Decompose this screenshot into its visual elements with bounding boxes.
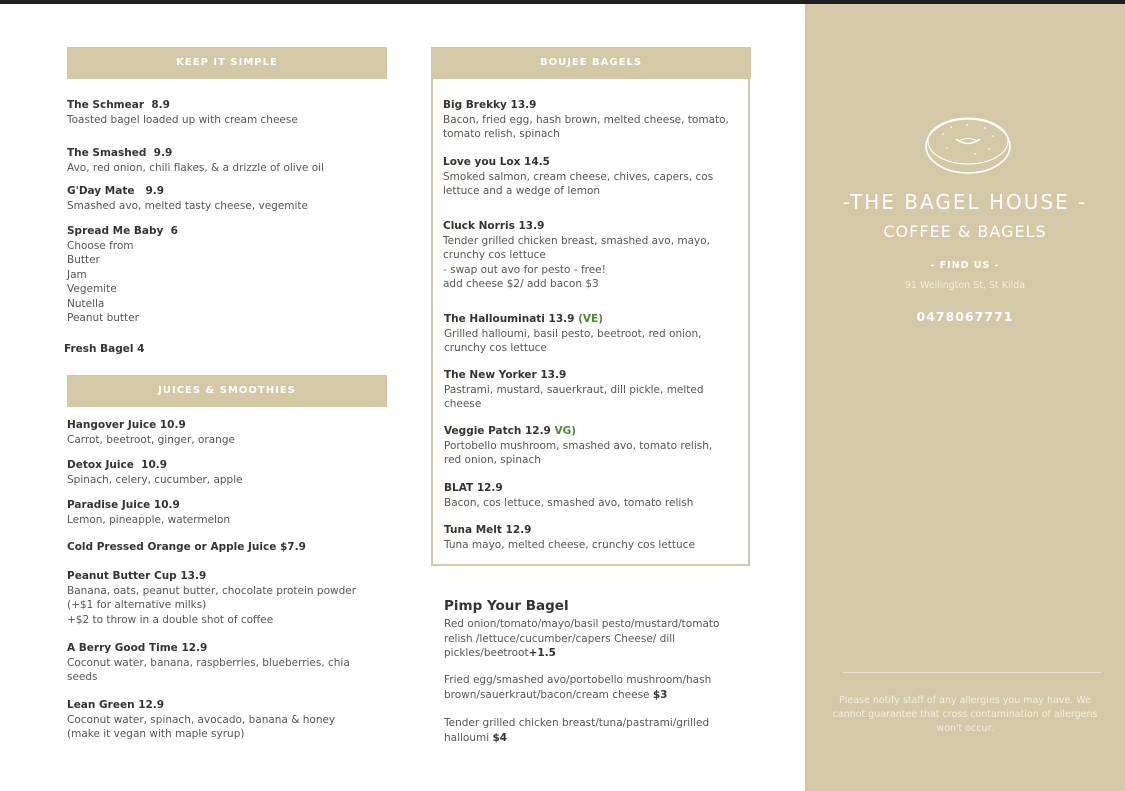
item-name: Hangover Juice 10.9 xyxy=(67,419,186,431)
item-desc: Choose from Butter Jam Vegemite Nutella Peanut butter xyxy=(67,239,139,324)
menu-item-berry-good-time xyxy=(67,641,350,685)
phone-number: 0478067771 xyxy=(916,309,1014,324)
option-price: $3 xyxy=(652,688,668,701)
find-us-heading: - FIND US - xyxy=(930,260,1000,271)
item-name: G'Day Mate 9.9 xyxy=(67,185,165,197)
item-name: The Schmear 8.9 xyxy=(67,99,170,111)
item-desc: Coconut water, spinach, avocado, banana & honey (make it vegan with maple syrup) xyxy=(67,713,336,740)
brand-title: -THE BAGEL HOUSE - xyxy=(842,190,1088,214)
item-name: The New Yorker 13.9 xyxy=(444,369,567,381)
menu-item-big-brekky xyxy=(443,98,729,142)
item-desc: Lemon, pineapple, watermelon xyxy=(67,513,231,526)
menu-item-tuna-melt xyxy=(444,523,695,552)
panel-divider xyxy=(843,672,1101,673)
menu-item-smashed xyxy=(67,146,324,175)
vegan-tag: VG) xyxy=(554,425,577,437)
item-desc: Banana, oats, peanut butter, chocolate protein powder (+$1 for alternative milks) +$2 to throw in a double shot of coffee xyxy=(67,584,357,626)
item-desc: Smoked salmon, cream cheese, chives, capers, cos lettuce and a wedge of lemon xyxy=(443,170,714,197)
item-desc: Pastrami, mustard, sauerkraut, dill pickle, melted cheese xyxy=(444,383,704,410)
menu-item-new-yorker xyxy=(444,368,704,412)
pimp-your-bagel-heading: Pimp Your Bagel xyxy=(444,598,569,614)
pimp-option-2 xyxy=(444,673,711,702)
item-desc: Tuna mayo, melted cheese, crunchy cos lettuce xyxy=(444,538,695,551)
item-desc: Portobello mushroom, smashed avo, tomato relish, red onion, spinach xyxy=(444,439,713,466)
option-desc: Red onion/tomato/mayo/basil pesto/mustard/tomato relish /lettuce/cucumber/capers Cheese/ dill pickles/beetroot xyxy=(444,618,720,659)
vegetarian-tag: (VE) xyxy=(578,313,604,325)
item-desc: Bacon, fried egg, hash brown, melted cheese, tomato, tomato relish, spinach xyxy=(443,113,729,140)
item-desc: Coconut water, banana, raspberries, blueberries, chia seeds xyxy=(67,656,350,683)
menu-item-detox-juice xyxy=(67,458,243,487)
section-header-keep-it-simple: KEEP IT SIMPLE xyxy=(67,47,387,79)
menu-item-cluck-norris xyxy=(443,219,710,292)
menu-item-hallouminati xyxy=(444,312,701,356)
item-desc: Carrot, beetroot, ginger, orange xyxy=(67,433,235,446)
item-name: Spread Me Baby 6 xyxy=(67,225,178,237)
option-desc: Tender grilled chicken breast/tuna/pastrami/grilled halloumi xyxy=(444,717,710,744)
address-text: 91 Wellington St, St Kilda xyxy=(904,280,1026,291)
item-desc: Spinach, celery, cucumber, apple xyxy=(67,473,243,486)
item-name: The Smashed 9.9 xyxy=(67,147,173,159)
item-desc: Avo, red onion, chili flakes, & a drizzle of olive oil xyxy=(67,161,324,174)
item-desc: Grilled halloumi, basil pesto, beetroot, red onion, crunchy cos lettuce xyxy=(444,327,702,354)
option-price: +1.5 xyxy=(528,647,556,659)
pimp-option-1 xyxy=(444,617,719,661)
option-desc: Fried egg/smashed avo/portobello mushroom/hash brown/sauerkraut/bacon/cream cheese xyxy=(444,674,712,701)
item-name: Detox Juice 10.9 xyxy=(67,459,168,471)
section-header-boujee-bagels: BOUJEE BAGELS xyxy=(431,47,751,79)
item-name: Paradise Juice 10.9 xyxy=(67,499,180,511)
item-desc: Tender grilled chicken breast, smashed avo, mayo, crunchy cos lettuce - swap out avo for pesto - free! add cheese $2/ add bacon $3 xyxy=(443,234,711,290)
menu-item-veggie-patch xyxy=(444,424,712,468)
pimp-option-3 xyxy=(444,716,709,745)
item-name: Cluck Norris 13.9 xyxy=(443,220,545,232)
item-name: BLAT 12.9 xyxy=(444,482,503,494)
menu-item-spread-me-baby xyxy=(67,224,178,326)
item-name: Lean Green 12.9 xyxy=(67,699,165,711)
menu-item-schmear xyxy=(67,98,298,127)
item-name: The Hallouminati 13.9 xyxy=(444,313,579,325)
menu-item-blat xyxy=(444,481,693,510)
menu-item-cold-pressed-juice xyxy=(67,540,306,555)
item-desc: Toasted bagel loaded up with cream cheese xyxy=(67,113,298,126)
bagel-icon xyxy=(923,112,1013,176)
brand-subtitle: COFFEE & BAGELS xyxy=(883,222,1047,241)
item-name: Veggie Patch 12.9 xyxy=(444,425,555,437)
menu-item-fresh-bagel xyxy=(64,342,144,357)
item-name: Fresh Bagel 4 xyxy=(64,343,145,355)
menu-item-paradise-juice xyxy=(67,498,230,527)
item-name: Big Brekky 13.9 xyxy=(443,99,537,111)
option-price: $4 xyxy=(492,731,508,744)
menu-item-hangover-juice xyxy=(67,418,235,447)
item-name: Peanut Butter Cup 13.9 xyxy=(67,570,207,582)
brand-panel xyxy=(805,4,1125,791)
item-desc: Bacon, cos lettuce, smashed avo, tomato relish xyxy=(444,496,694,509)
menu-item-peanut-butter-cup xyxy=(67,569,356,627)
menu-item-lean-green xyxy=(67,698,335,742)
allergy-notice: Please notify staff of any allergies you may have. We cannot guarantee that cross contamination of allergens won't occur. xyxy=(832,695,1098,734)
menu-item-love-you-lox xyxy=(443,155,713,199)
section-header-juices-smoothies: JUICES & SMOOTHIES xyxy=(67,375,387,407)
item-name: Cold Pressed Orange or Apple Juice $7.9 xyxy=(67,541,306,553)
item-name: A Berry Good Time 12.9 xyxy=(67,642,208,654)
item-name: Love you Lox 14.5 xyxy=(443,156,550,168)
menu-item-gday-mate xyxy=(67,184,308,213)
item-desc: Smashed avo, melted tasty cheese, vegemite xyxy=(67,199,309,212)
item-name: Tuna Melt 12.9 xyxy=(444,524,532,536)
